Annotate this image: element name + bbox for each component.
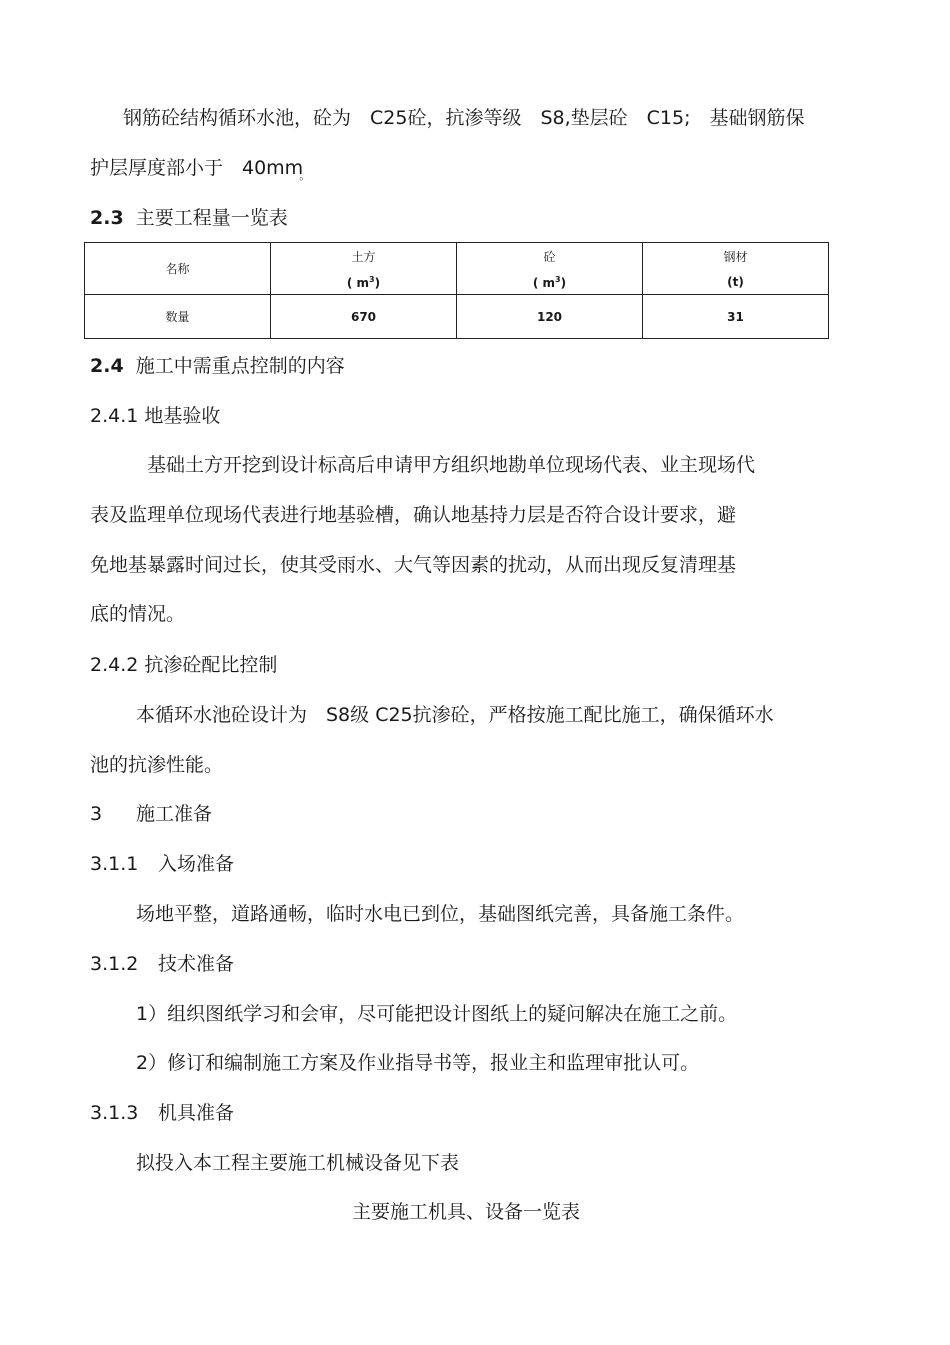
paragraph-line: 钢筋砼结构循环水池，砼为 C25砼，抗渗等级 S8,垫层砼 C15; 基础钢筋保 bbox=[123, 107, 805, 129]
section-heading-3-1-1 bbox=[90, 852, 235, 876]
section-number: 3.1.1 bbox=[90, 853, 139, 875]
section-heading-3 bbox=[90, 802, 213, 826]
table-caption: 主要施工机具、设备一览表 bbox=[351, 1201, 580, 1223]
section-title: 施工中需重点控制的内容 bbox=[135, 355, 345, 377]
section-title: 技术准备 bbox=[158, 953, 235, 975]
paragraph-line: 场地平整，道路通畅，临时水电已到位，基础图纸完善，具备施工条件。 bbox=[136, 903, 745, 925]
unit-label: ( $m^3$) bbox=[532, 274, 567, 290]
list-item: 2）修订和编制施工方案及作业指导书等，报业主和监理审批认可。 bbox=[136, 1052, 700, 1074]
value-earthwork: 670 bbox=[271, 295, 457, 339]
paragraph-line: 表及监理单位现场代表进行地基验槽，确认地基持力层是否符合设计要求，避 bbox=[90, 504, 737, 526]
section-title: 入场准备 bbox=[158, 853, 235, 875]
section-number: 2.4 bbox=[90, 355, 124, 377]
header-cell-steel: 钢材 (t) bbox=[643, 243, 829, 295]
section-title: 主要工程量一览表 bbox=[135, 207, 288, 229]
paragraph-line: 本循环水池砼设计为 S8级 C25抗渗砼，严格按施工配比施工，确保循环水 bbox=[136, 704, 774, 726]
header-cell-earthwork: 土方 ( $m^3$) bbox=[271, 243, 457, 295]
paragraph-text: 护层厚度部小于 40mm bbox=[90, 157, 304, 179]
section-number: 3.1.2 bbox=[90, 953, 139, 975]
section-heading-3-1-2 bbox=[90, 952, 235, 976]
paragraph-line bbox=[90, 156, 310, 183]
unit-label: (t) bbox=[727, 275, 744, 289]
paragraph-line: 池的抗渗性能。 bbox=[90, 754, 224, 776]
paragraph-line: 免地基暴露时间过长，使其受雨水、大气等因素的扰动，从而出现反复清理基 bbox=[90, 554, 737, 576]
unit-label: ( $m^3$) bbox=[346, 274, 381, 290]
paragraph-line: 拟投入本工程主要施工机械设备见下表 bbox=[136, 1152, 460, 1174]
section-heading-2-4-1: 2.4.1 地基验收 bbox=[90, 405, 221, 427]
section-number: 3.1.3 bbox=[90, 1102, 139, 1124]
list-item: 1）组织图纸学习和会审，尽可能把设计图纸上的疑问解决在施工之前。 bbox=[136, 1003, 738, 1025]
header-cell-concrete: 砼 ( $m^3$) bbox=[457, 243, 643, 295]
value-concrete: 120 bbox=[457, 295, 643, 339]
section-heading-2-3 bbox=[90, 206, 288, 230]
table-row bbox=[85, 295, 829, 339]
paragraph-line: 基础土方开挖到设计标高后申请甲方组织地勘单位现场代表、业主现场代 bbox=[147, 454, 756, 476]
value-steel: 31 bbox=[643, 295, 829, 339]
header-cell-name: 名称 bbox=[85, 243, 271, 295]
paragraph-line: 底的情况。 bbox=[90, 603, 186, 625]
table-header-row bbox=[85, 243, 829, 295]
row-label: 数量 bbox=[85, 295, 271, 339]
section-number: 2.3 bbox=[90, 207, 124, 229]
section-number: 3 bbox=[90, 803, 103, 825]
section-heading-2-4 bbox=[90, 354, 345, 378]
section-title: 施工准备 bbox=[136, 803, 213, 825]
section-title: 机具准备 bbox=[158, 1102, 235, 1124]
quantity-table bbox=[84, 242, 829, 339]
period-mark: 。 bbox=[299, 169, 311, 182]
section-heading-3-1-3 bbox=[90, 1101, 235, 1125]
section-heading-2-4-2: 2.4.2 抗渗砼配比控制 bbox=[90, 654, 278, 676]
